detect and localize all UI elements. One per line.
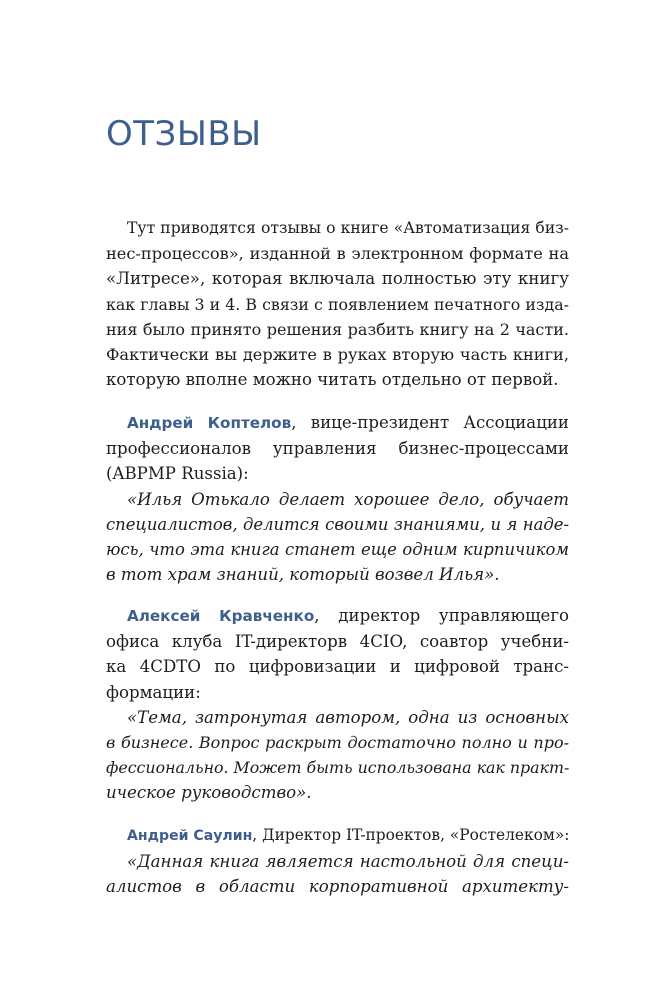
page-title: ОТЗЫВЫ bbox=[106, 114, 262, 154]
text-line: «Литресе», которая включала полностью эту книгу bbox=[106, 269, 569, 289]
review-block bbox=[106, 603, 569, 806]
review-quote-line: алистов в области корпоративной архитекту- bbox=[106, 877, 569, 897]
review-quote-line: «Тема, затронутая автором, одна из основных bbox=[127, 707, 569, 727]
intro-paragraph bbox=[106, 216, 569, 392]
review-quote-line: юсь, что эта книга станет еще одним кирпичиком bbox=[106, 540, 569, 560]
review-heading-line bbox=[106, 410, 569, 436]
review-role-line: формации: bbox=[106, 682, 201, 702]
review-quote-line: фессионально. Может быть использована как практ- bbox=[106, 758, 570, 778]
review-role: , Директор IT-проектов, «Ростелеком»: bbox=[252, 826, 570, 844]
review-role-line: офиса клуба IT-директорв 4CIO, соавтор учебни- bbox=[106, 632, 569, 652]
review-role-line: профессионалов управления бизнес-процессами bbox=[106, 439, 569, 459]
review-quote-line: специалистов, делится своими знаниями, и я наде- bbox=[106, 514, 569, 534]
review-heading-line bbox=[106, 603, 569, 629]
text-line: Фактически вы держите в руках вторую часть книги, bbox=[106, 345, 569, 365]
text-line: нес-процессов», изданной в электронном формате на bbox=[106, 244, 569, 264]
text-line: Тут приводятся отзывы о книге «Автоматизация биз- bbox=[127, 219, 569, 237]
review-quote-line: в тот храм знаний, который возвел Илья». bbox=[106, 565, 500, 585]
review-block bbox=[106, 410, 569, 587]
review-author: Алексей Кравченко bbox=[127, 607, 315, 625]
text-line: ния было принято решения разбить книгу на 2 части. bbox=[106, 319, 569, 339]
review-heading-line bbox=[106, 823, 569, 849]
text-line: которую вполне можно читать отдельно от первой. bbox=[106, 370, 559, 390]
review-role: , директор управляющего bbox=[314, 606, 569, 625]
review-block bbox=[106, 823, 569, 900]
review-author: Андрей Коптелов bbox=[127, 414, 292, 432]
review-role-line: ка 4CDTO по цифровизации и цифровой транс- bbox=[106, 657, 569, 677]
review-quote-line: в бизнесе. Вопрос раскрыт достаточно полно и про- bbox=[106, 733, 569, 753]
review-quote-line: ическое руководство». bbox=[106, 783, 312, 803]
review-author: Андрей Саулин bbox=[127, 828, 253, 844]
review-quote-line: «Данная книга является настольной для специ- bbox=[127, 852, 569, 872]
review-quote-line: «Илья Отькало делает хорошее дело, обучает bbox=[127, 489, 569, 509]
text-line: как главы 3 и 4. В связи с появлением печатного изда- bbox=[106, 294, 569, 314]
review-role-line: (ABPMP Russia): bbox=[106, 464, 249, 484]
review-role: , вице-президент Ассоциации bbox=[291, 413, 569, 432]
